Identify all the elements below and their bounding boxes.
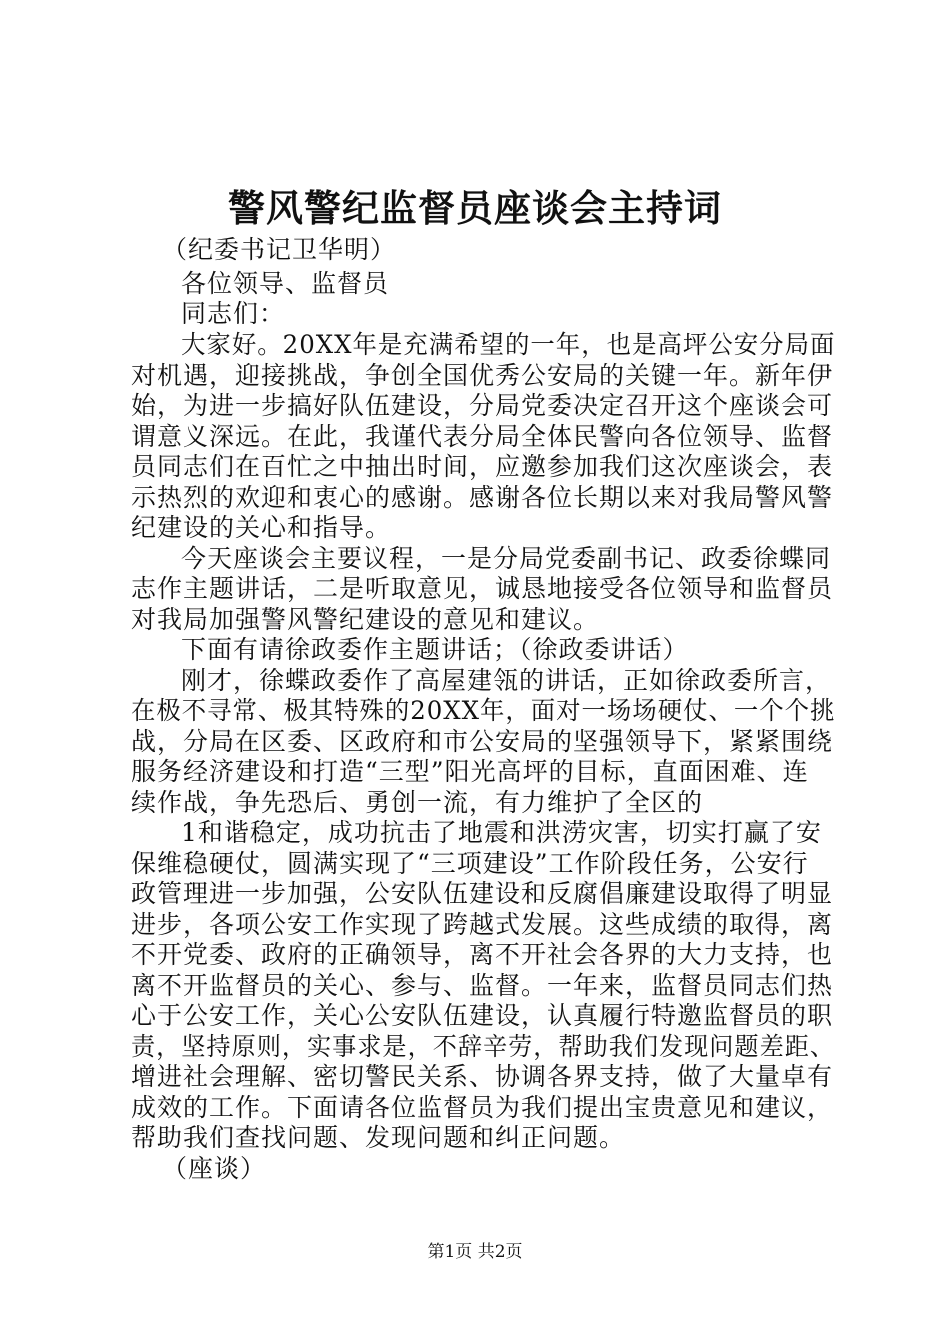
- text-line: 示热烈的欢迎和衷心的感谢。感谢各位长期以来对我局警风警: [131, 483, 834, 512]
- text-line: 离不开监督员的关心、参与、监督。一年来，监督员同志们热: [131, 971, 834, 1000]
- text-line: 始，为进一步搞好队伍建设，分局党委决定召开这个座谈会可: [131, 391, 834, 420]
- text-line: （座谈）: [162, 1154, 267, 1183]
- text-line: 成效的工作。下面请各位监督员为我们提出宝贵意见和建议，: [131, 1093, 834, 1122]
- text-line: 不开党委、政府的正确领导，离不开社会各界的大力支持，也: [131, 940, 834, 969]
- text-line: 进步，各项公安工作实现了跨越式发展。这些成绩的取得，离: [131, 910, 834, 939]
- text-line: 纪建设的关心和指导。: [131, 513, 392, 542]
- text-line: 服务经济建设和打造“三型”阳光高坪的目标，直面困难、连: [131, 757, 809, 786]
- text-line: 谓意义深远。在此，我谨代表分局全体民警向各位领导、监督: [131, 422, 834, 451]
- text-line: 志作主题讲话，二是听取意见，诚恳地接受各位领导和监督员: [131, 574, 834, 603]
- text-line: 同志们：: [181, 299, 286, 328]
- page-footer: 第1页 共2页: [427, 1242, 523, 1262]
- text-line: 员同志们在百忙之中抽出时间，应邀参加我们这次座谈会，表: [131, 452, 834, 481]
- text-line: 各位领导、监督员: [181, 269, 390, 298]
- text-line: 战，分局在区委、区政府和市公安局的坚强领导下，紧紧围绕: [131, 727, 834, 756]
- text-line: 帮助我们查找问题、发现问题和纠正问题。: [131, 1123, 626, 1152]
- text-line: 在极不寻常、极其特殊的20XX年，面对一场场硬仗、一个个挑: [131, 696, 836, 725]
- text-line: 政管理进一步加强，公安队伍建设和反腐倡廉建设取得了明显: [131, 879, 834, 908]
- text-line: 大家好。20XX年是充满希望的一年，也是高坪公安分局面: [181, 330, 836, 359]
- text-line: （纪委书记卫华明）: [162, 235, 397, 264]
- text-line: 责，坚持原则，实事求是，不辞辛劳，帮助我们发现问题差距、: [131, 1032, 836, 1061]
- text-line: 下面有请徐政委作主题讲话；（徐政委讲话）: [181, 635, 689, 664]
- text-line: 刚才，徐蝶政委作了高屋建瓴的讲话，正如徐政委所言，: [181, 666, 832, 695]
- text-line: 续作战，争先恐后、勇创一流，有力维护了全区的: [131, 788, 704, 817]
- text-line: 保维稳硬仗，圆满实现了“三项建设”工作阶段任务，公安行: [131, 849, 809, 878]
- text-line: 今天座谈会主要议程，一是分局党委副书记、政委徐蝶同: [181, 544, 832, 573]
- text-line: 1和谐稳定，成功抗击了地震和洪涝灾害，切实打赢了安: [181, 818, 822, 847]
- document-title: 警风警纪监督员座谈会主持词: [228, 186, 722, 230]
- text-line: 心于公安工作，关心公安队伍建设，认真履行特邀监督员的职: [131, 1001, 834, 1030]
- text-line: 增进社会理解、密切警民关系、协调各界支持，做了大量卓有: [131, 1062, 834, 1091]
- text-line: 对机遇，迎接挑战，争创全国优秀公安局的关键一年。新年伊: [131, 361, 834, 390]
- text-line: 对我局加强警风警纪建设的意见和建议。: [131, 605, 600, 634]
